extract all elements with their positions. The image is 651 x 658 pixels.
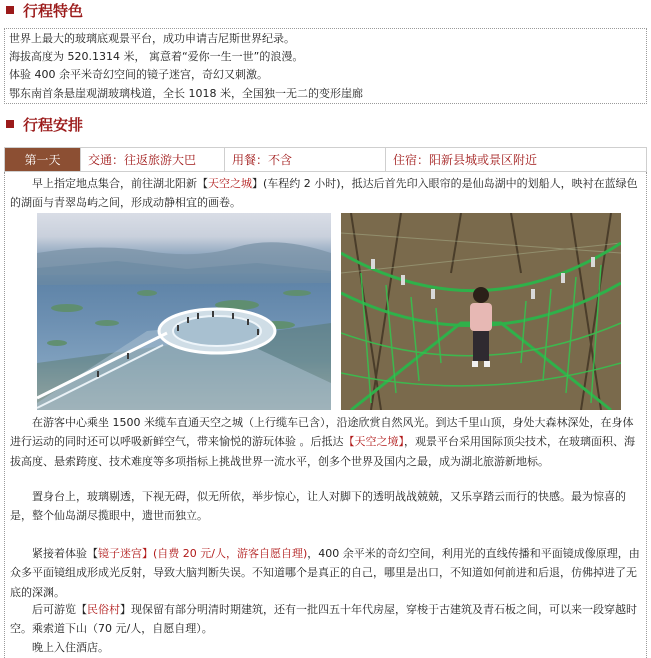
feature-line: 鄂东南首条悬崖观湖玻璃栈道，全长 1018 米，全国独一无二的变形崖廊: [9, 86, 363, 100]
text: ，400 余平米的奇幻空间，利用光的直线传播和平面镜成像原理，由众多平面镜组成形成光反射，导致大脑判断失误。不知道哪个是真正的自己，哪里是出口，不知道如何前进和后退，仿佛掉进了无底的深渊。: [10, 547, 640, 599]
text: 】(车程约 2 小时)，抵达后首先印入眼帘的是仙岛湖中的划船人，映衬在蓝绿色的湖面与青翠岛屿之间，形成动静相宜的画卷。: [10, 177, 638, 210]
itinerary-paragraph: [10, 413, 642, 471]
stay-info: 住宿：阳新县城或景区附近: [393, 153, 538, 167]
day-info-bar: [4, 147, 647, 172]
day-label: 第一天: [5, 148, 81, 171]
highlight-place: 天空之城: [208, 177, 252, 190]
itinerary-paragraph: 晚上入住酒店。: [32, 641, 109, 654]
photo-rope-bridge: [341, 213, 621, 410]
text: 后可游览【: [32, 603, 87, 616]
itinerary-paragraph: [10, 600, 642, 639]
square-bullet-icon: [6, 6, 14, 14]
itinerary-paragraph: 置身台上，玻璃剔透，下视无碍，似无所依，举步惊心，让人对脚下的透明战战兢兢，又乐享踏云而行的快感。最为惊喜的是，整个仙岛湖尽揽眼中，遗世而独立。: [10, 490, 626, 523]
photo-glass-platform: [37, 213, 331, 410]
meal-info: 用餐：不含: [225, 148, 386, 171]
feature-line: 世界上最大的玻璃底观景平台，成功申请吉尼斯世界纪录。: [9, 32, 295, 45]
features-box: [4, 28, 647, 104]
text: 在游客中心乘坐 1500 米缆车直通天空之城（上行缆车已含），沿途欣赏自然风光。到达千里山顶，身处大森林深处，在身体进行运动的同时还可以呼吸新鲜空气，带来愉悦的游玩体验 。后抵达: [10, 416, 634, 449]
text: 紧接着体验【: [32, 547, 98, 560]
highlight-place: 镜子迷宫】(自费 20 元/人，游客自愿自理): [98, 547, 308, 560]
section-title: 行程特色: [23, 1, 84, 20]
text: 】现保留有部分明清时期建筑，还有一批四五十年代房屋，穿梭于古建筑及青石板之间，可以来一段穿越时空。乘索道下山（70 元/人，自愿自理）。: [10, 603, 637, 636]
highlight-place: 【天空之境】: [343, 435, 404, 449]
text: 早上指定地点集合，前往湖北阳新【: [32, 177, 208, 190]
section-title: 行程安排: [23, 115, 84, 134]
feature-line: 体验 400 余平米奇幻空间的镜子迷宫，奇幻又刺激。: [9, 68, 268, 82]
text: ，观景平台采用国际顶尖技术，在玻璃面积、海拔高度、悬索跨度、技术难度等多项指标上挑战世界一流水平，创多个世界及国内之最，成为湖北旅游新地标。: [10, 435, 635, 468]
itinerary-paragraph: [10, 544, 642, 602]
itinerary-paragraph: [10, 174, 642, 213]
glass-platform-illustration: [37, 213, 331, 410]
section-header-features: [6, 0, 83, 20]
traffic-info: 交通：往返旅游大巴: [81, 148, 225, 171]
highlight-place: 民俗村: [87, 603, 120, 616]
section-header-schedule: [6, 114, 83, 134]
feature-line: 海拔高度为 520.1314 米， 寓意着“爱你一生一世”的浪漫。: [9, 50, 304, 64]
rope-bridge-illustration: [341, 213, 621, 410]
square-bullet-icon: [6, 120, 14, 128]
